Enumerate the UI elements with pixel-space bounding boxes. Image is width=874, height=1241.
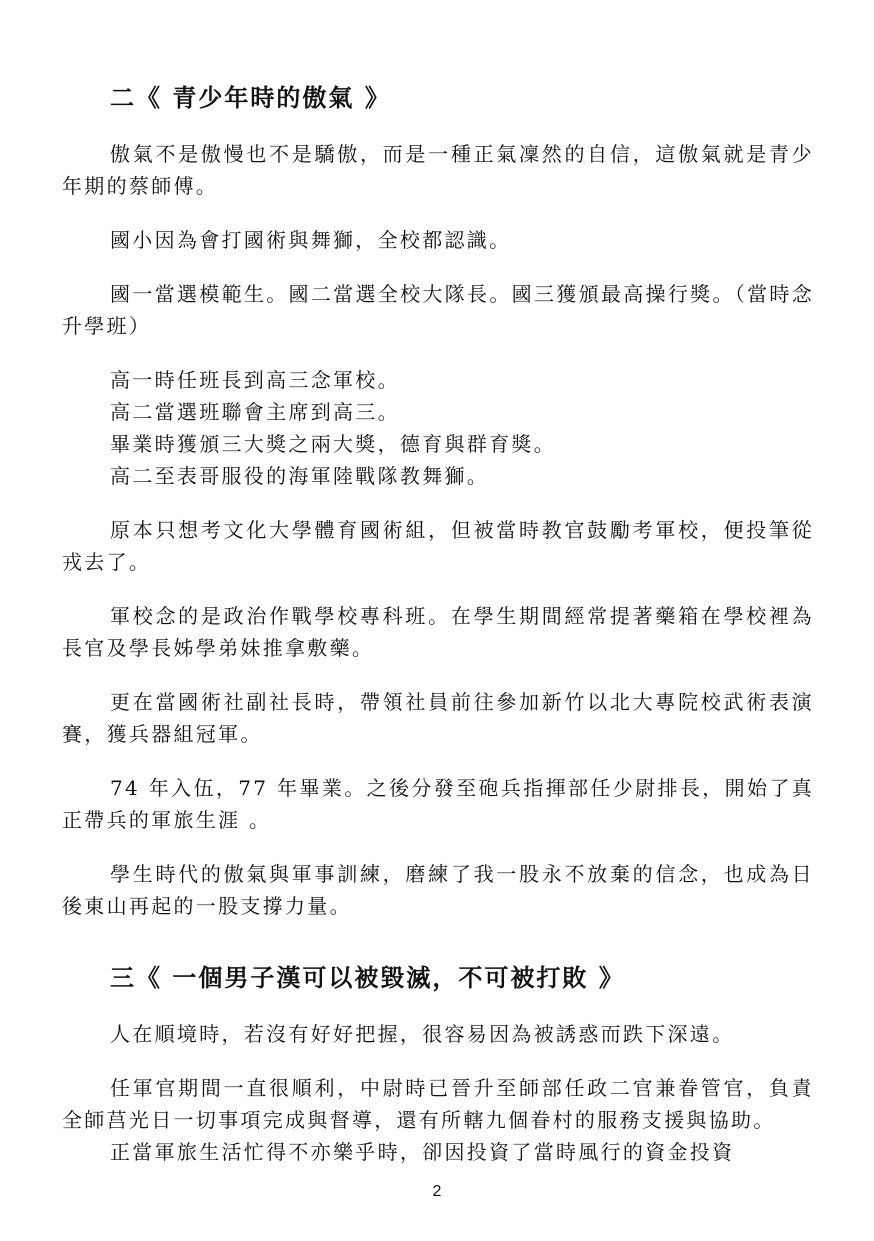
page-content [62, 80, 814, 1168]
paragraph: 軍校念的是政治作戰學校專科班。在學生期間經常提著藥箱在學校裡為長官及學長姊學弟妹推拿敷藥。 [62, 604, 814, 660]
paragraph: 人在順境時，若沒有好好把握，很容易因為被誘惑而跌下深遠。 [110, 1022, 735, 1046]
paragraph: 原本只想考文化大學體育國術組，但被當時教官鼓勵考軍校，便投筆從戎去了。 [62, 518, 814, 574]
paragraph: 學生時代的傲氣與軍事訓練，磨練了我一股永不放棄的信念，也成為日後東山再起的一股支撐力量。 [62, 862, 814, 918]
list-item: 高二當選班聯會主席到高三。 [110, 400, 400, 424]
list-item: 高二至表哥服役的海軍陸戰隊教舞獅。 [110, 464, 490, 488]
page-number: 2 [432, 1183, 442, 1200]
list-item: 高一時任班長到高三念軍校。 [110, 368, 400, 392]
section-heading-2: 二《 青少年時的傲氣 》 [110, 84, 391, 112]
paragraph: 正當軍旅生活忙得不亦樂乎時，卻因投資了當時風行的資金投資 [110, 1140, 735, 1164]
section-heading-3: 三《 一個男子漢可以被毀滅，不可被打敗 》 [110, 964, 625, 992]
list-item: 畢業時獲頒三大獎之兩大獎，德育與群育獎。 [110, 432, 556, 456]
paragraph: 國一當選模範生。國二當選全校大隊長。國三獲頒最高操行獎。（當時念升學班） [62, 282, 814, 338]
achievements-list [62, 364, 814, 492]
paragraph: 國小因為會打國術與舞獅，全校都認識。 [110, 228, 512, 252]
paragraph: 更在當國術社副社長時，帶領社員前往參加新竹以北大專院校武術表演賽，獲兵器組冠軍。 [62, 690, 814, 746]
paragraph: 傲氣不是傲慢也不是驕傲，而是一種正氣凜然的自信，這傲氣就是青少年期的蔡師傅。 [62, 142, 814, 198]
paragraph: 任軍官期間一直很順利，中尉時已晉升至師部任政二官兼眷管官，負責全師莒光日一切事項完成與督導，還有所轄九個眷村的服務支援與協助。 [62, 1076, 814, 1132]
paragraph: 74 年入伍，77 年畢業。之後分發至砲兵指揮部任少尉排長，開始了真正帶兵的軍旅生涯 。 [62, 776, 814, 832]
